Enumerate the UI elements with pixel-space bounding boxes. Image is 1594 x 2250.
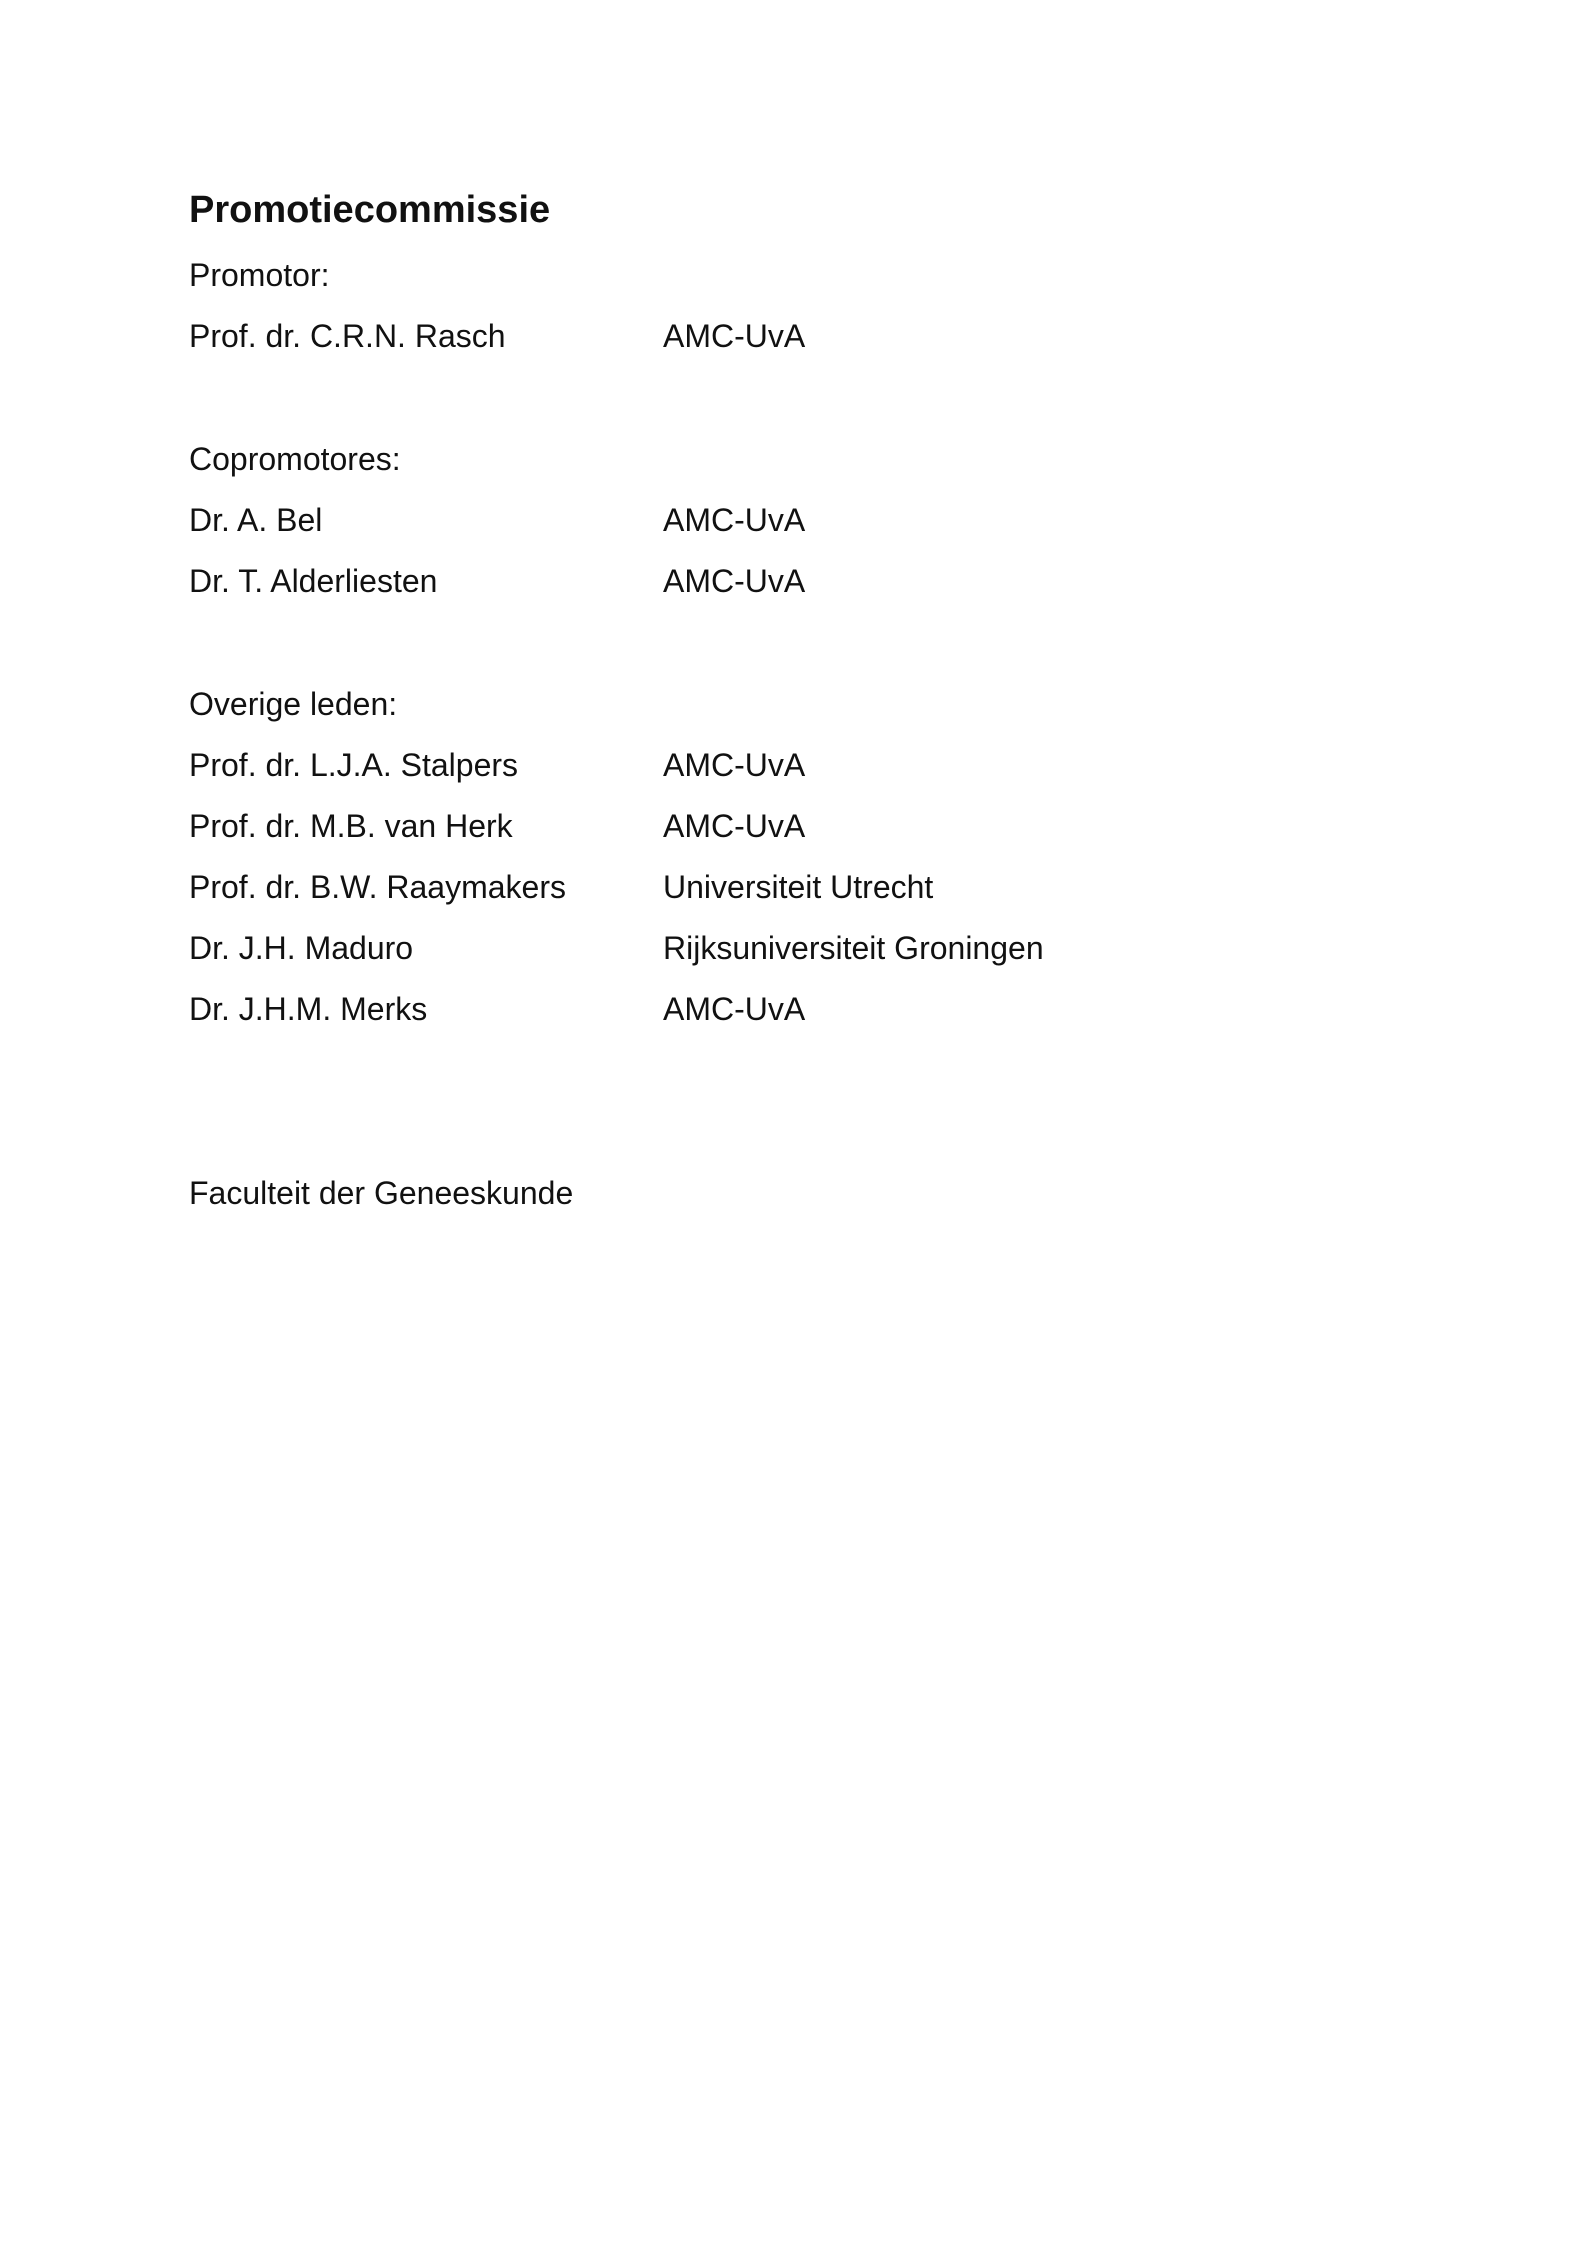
committee-row [189, 314, 1389, 358]
committee-row [189, 498, 1389, 542]
member-affiliation: Universiteit Utrecht [663, 869, 934, 905]
member-affiliation: AMC-UvA [663, 808, 806, 844]
faculty-label: Faculteit der Geneeskunde [189, 1175, 574, 1211]
page-title: Promotiecommissie [189, 189, 551, 231]
member-affiliation: AMC-UvA [663, 747, 806, 783]
member-name: Prof. dr. C.R.N. Rasch [189, 318, 506, 354]
member-name: Prof. dr. B.W. Raaymakers [189, 869, 566, 905]
member-name: Prof. dr. M.B. van Herk [189, 808, 513, 844]
member-name: Dr. T. Alderliesten [189, 563, 438, 599]
committee-row [189, 865, 1389, 909]
copromotores-heading: Copromotores: [189, 441, 401, 477]
member-affiliation: AMC-UvA [663, 502, 806, 538]
member-name: Dr. A. Bel [189, 502, 323, 538]
overige-leden-heading: Overige leden: [189, 686, 398, 722]
member-name: Dr. J.H. Maduro [189, 930, 414, 966]
committee-row [189, 743, 1389, 787]
promotor-heading: Promotor: [189, 257, 330, 293]
committee-row [189, 987, 1389, 1031]
committee-row [189, 926, 1389, 970]
member-affiliation: Rijksuniversiteit Groningen [663, 930, 1044, 966]
member-affiliation: AMC-UvA [663, 991, 806, 1027]
committee-row [189, 559, 1389, 603]
member-affiliation: AMC-UvA [663, 318, 806, 354]
committee-row [189, 804, 1389, 848]
member-affiliation: AMC-UvA [663, 563, 806, 599]
member-name: Dr. J.H.M. Merks [189, 991, 428, 1027]
member-name: Prof. dr. L.J.A. Stalpers [189, 747, 519, 783]
